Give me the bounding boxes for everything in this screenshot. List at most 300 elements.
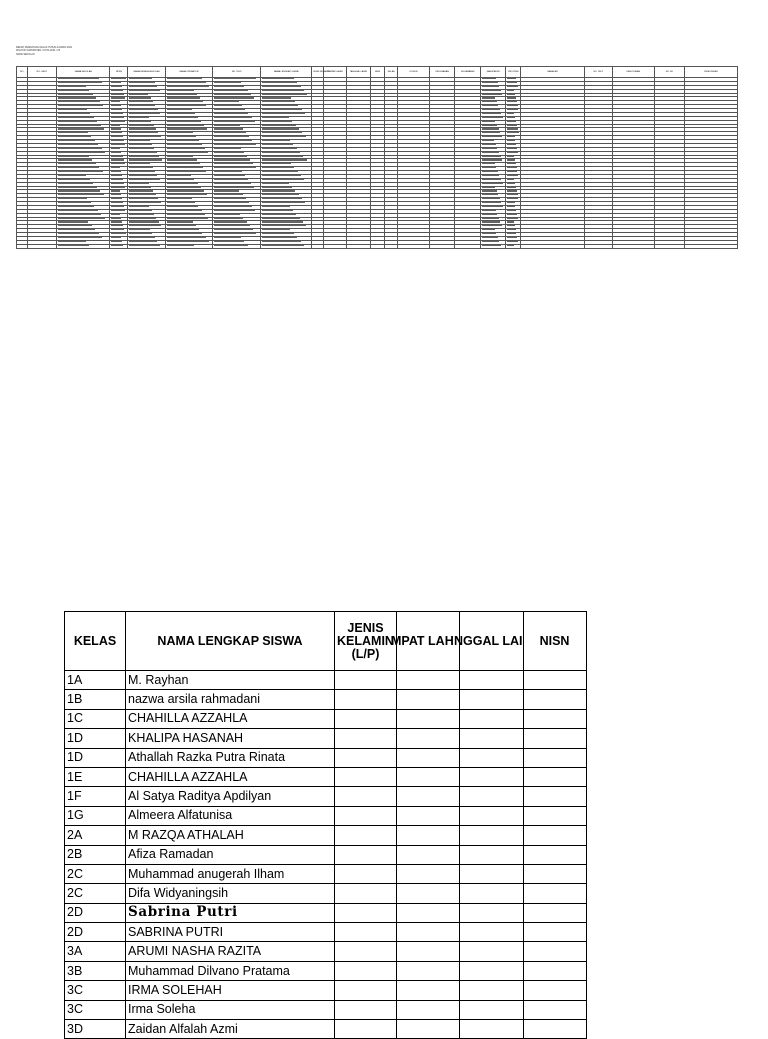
cell-jenis-kelamin[interactable] <box>335 903 397 922</box>
cell-nisn[interactable] <box>523 1020 586 1039</box>
cell-kelas[interactable]: 1C <box>65 709 126 728</box>
cell-jenis-kelamin[interactable] <box>335 709 397 728</box>
cell-nama[interactable]: Difa Widyaningsih <box>126 884 335 903</box>
cell-nama[interactable]: M RAZQA ATHALAH <box>126 826 335 845</box>
preview-cell-fill <box>507 198 518 199</box>
preview-header-line-3: NAMA SEKOLAH <box>16 52 35 56</box>
cell-jenis-kelamin[interactable] <box>335 690 397 709</box>
preview-cell-fill <box>482 156 501 157</box>
table-row <box>65 826 587 845</box>
preview-cell-fill <box>111 105 120 106</box>
cell-nisn[interactable] <box>523 903 586 922</box>
cell-tanggal-lahir[interactable] <box>460 942 524 961</box>
preview-cell-fill <box>214 144 255 145</box>
preview-cell-fill <box>129 159 161 160</box>
cell-tempat-lahir[interactable] <box>397 787 460 806</box>
preview-cell-fill <box>262 225 306 226</box>
preview-cell <box>213 143 261 147</box>
preview-cell-fill <box>167 148 206 149</box>
preview-cell <box>165 105 213 109</box>
preview-cell-fill <box>482 144 496 145</box>
preview-cell-fill <box>111 82 120 83</box>
preview-cell-fill <box>507 148 517 149</box>
cell-jenis-kelamin[interactable] <box>335 961 397 980</box>
preview-cell-fill <box>167 82 206 83</box>
preview-cell-fill <box>262 121 292 122</box>
preview-cell-fill <box>129 82 154 83</box>
preview-cell-fill <box>214 206 252 207</box>
cell-jenis-kelamin[interactable] <box>335 748 397 767</box>
cell-kelas[interactable]: 3C <box>65 981 126 1000</box>
preview-cell-fill <box>482 78 496 79</box>
preview-cell-fill <box>167 214 205 215</box>
col-header-jenis-kelamin[interactable] <box>335 612 397 671</box>
preview-cell-fill <box>58 171 103 172</box>
preview-cell <box>213 120 261 124</box>
preview-cell-fill <box>111 179 122 180</box>
preview-cell-fill <box>507 117 515 118</box>
preview-cell-fill <box>507 121 516 122</box>
preview-cell-fill <box>262 132 302 133</box>
preview-cell-fill <box>129 109 157 110</box>
preview-cell-fill <box>129 156 159 157</box>
preview-cell-fill <box>111 156 122 157</box>
preview-cell <box>261 159 312 163</box>
cell-tempat-lahir[interactable] <box>397 942 460 961</box>
preview-cell <box>165 171 213 175</box>
preview-cell-fill <box>482 109 500 110</box>
cell-nisn[interactable] <box>523 1000 586 1019</box>
cell-nama[interactable]: IRMA SOLEHAH <box>126 981 335 1000</box>
preview-cell-fill <box>129 175 157 176</box>
preview-cell-fill <box>262 136 306 137</box>
preview-cell-fill <box>111 125 120 126</box>
preview-cell-fill <box>214 159 250 160</box>
preview-cell-fill <box>214 97 253 98</box>
preview-cell-fill <box>507 167 516 168</box>
preview-cell <box>165 217 213 221</box>
preview-cell-fill <box>167 97 201 98</box>
cell-tanggal-lahir[interactable] <box>460 767 524 786</box>
cell-kelas[interactable]: 3D <box>65 1020 126 1039</box>
preview-col-header: NAMA OPERATOR <box>165 67 213 78</box>
cell-tanggal-lahir[interactable] <box>460 806 524 825</box>
cell-nisn[interactable] <box>523 787 586 806</box>
table-row <box>65 981 587 1000</box>
cell-tanggal-lahir[interactable] <box>460 903 524 922</box>
cell-jenis-kelamin[interactable] <box>335 826 397 845</box>
preview-header-line-1: REKAP PENDATAAN KELAS TAHUN AJARAN 2024 <box>16 46 72 49</box>
cell-tempat-lahir[interactable] <box>397 690 460 709</box>
cell-nisn[interactable] <box>523 923 586 942</box>
preview-cell-fill <box>167 159 197 160</box>
preview-cell-fill <box>58 125 101 126</box>
preview-cell-fill <box>262 144 293 145</box>
preview-cell-fill <box>482 198 500 199</box>
preview-cell-fill <box>129 218 156 219</box>
preview-cell-fill <box>111 210 125 211</box>
preview-cell <box>128 178 165 182</box>
cell-kelas[interactable]: 3C <box>65 1000 126 1019</box>
preview-cell-fill <box>482 179 501 180</box>
cell-jenis-kelamin[interactable] <box>335 806 397 825</box>
cell-kelas[interactable]: 2C <box>65 884 126 903</box>
preview-cell <box>128 244 165 248</box>
preview-cell-fill <box>214 156 247 157</box>
cell-kelas[interactable]: 2D <box>65 903 126 922</box>
preview-cell <box>506 244 521 248</box>
cell-tempat-lahir[interactable] <box>397 671 460 690</box>
cell-nisn[interactable] <box>523 961 586 980</box>
preview-cell-fill <box>507 132 518 133</box>
preview-cell <box>521 244 585 248</box>
preview-cell <box>110 143 128 147</box>
cell-tanggal-lahir[interactable] <box>460 981 524 1000</box>
preview-cell-fill <box>111 140 124 141</box>
preview-cell-fill <box>129 136 160 137</box>
cell-nama[interactable]: CHAHILLA AZZAHLA <box>126 709 335 728</box>
preview-cell-fill <box>129 225 161 226</box>
cell-nisn[interactable] <box>523 767 586 786</box>
cell-tanggal-lahir[interactable] <box>460 826 524 845</box>
preview-cell-fill <box>129 113 160 114</box>
cell-jenis-kelamin[interactable] <box>335 671 397 690</box>
cell-tanggal-lahir[interactable] <box>460 729 524 748</box>
preview-cell-fill <box>129 221 158 222</box>
cell-kelas[interactable]: 1E <box>65 767 126 786</box>
cell-nisn[interactable] <box>523 671 586 690</box>
cell-tanggal-lahir[interactable] <box>460 787 524 806</box>
cell-kelas[interactable]: 3B <box>65 961 126 980</box>
preview-cell-fill <box>58 179 90 180</box>
preview-cell-fill <box>214 175 244 176</box>
preview-cell <box>480 244 505 248</box>
preview-cell-fill <box>214 245 247 246</box>
preview-cell-fill <box>58 210 98 211</box>
cell-kelas[interactable]: 3A <box>65 942 126 961</box>
preview-cell-fill <box>262 179 304 180</box>
preview-cell-fill <box>214 221 246 222</box>
preview-cell-fill <box>58 148 102 149</box>
preview-col-header: NO. TELP <box>584 67 612 78</box>
preview-cell-fill <box>507 125 516 126</box>
cell-jenis-kelamin[interactable] <box>335 884 397 903</box>
cell-tempat-lahir[interactable] <box>397 1000 460 1019</box>
preview-col-header: NO. URUT <box>27 67 57 78</box>
preview-cell <box>27 244 57 248</box>
cell-tanggal-lahir[interactable] <box>460 864 524 883</box>
preview-cell-fill <box>58 144 98 145</box>
preview-cell <box>261 93 312 97</box>
cell-jenis-kelamin[interactable] <box>335 787 397 806</box>
preview-cell-fill <box>482 94 502 95</box>
preview-cell-fill <box>507 237 517 238</box>
preview-cell-fill <box>129 229 149 230</box>
preview-cell-fill <box>58 167 99 168</box>
preview-cell <box>612 244 654 248</box>
preview-cell-fill <box>167 233 203 234</box>
preview-cell-fill <box>58 128 104 129</box>
preview-cell-fill <box>58 175 86 176</box>
preview-cell-fill <box>262 113 305 114</box>
preview-cell-fill <box>507 94 515 95</box>
cell-tempat-lahir[interactable] <box>397 981 460 1000</box>
preview-cell-fill <box>58 101 100 102</box>
cell-tempat-lahir[interactable] <box>397 845 460 864</box>
preview-cell-fill <box>111 241 121 242</box>
preview-cell-fill <box>58 113 90 114</box>
preview-cell-fill <box>129 202 160 203</box>
preview-cell-fill <box>129 167 152 168</box>
table-row <box>65 1000 587 1019</box>
preview-cell-fill <box>111 206 124 207</box>
cell-tempat-lahir[interactable] <box>397 1020 460 1039</box>
preview-cell-fill <box>111 214 120 215</box>
preview-cell-fill <box>262 206 289 207</box>
preview-cell-fill <box>167 241 209 242</box>
preview-header <box>16 46 72 56</box>
preview-cell-fill <box>129 90 159 91</box>
preview-cell-fill <box>111 109 122 110</box>
cell-tempat-lahir[interactable] <box>397 748 460 767</box>
preview-cell-fill <box>129 152 156 153</box>
preview-cell-fill <box>262 152 300 153</box>
cell-nama[interactable]: nazwa arsila rahmadani <box>126 690 335 709</box>
cell-nisn[interactable] <box>523 864 586 883</box>
cell-nama[interactable]: Muhammad anugerah Ilham <box>126 864 335 883</box>
preview-cell-fill <box>111 152 121 153</box>
preview-cell-fill <box>167 179 195 180</box>
cell-nisn[interactable] <box>523 729 586 748</box>
preview-cell <box>213 209 261 213</box>
preview-cell-fill <box>482 90 501 91</box>
cell-nisn[interactable] <box>523 826 586 845</box>
cell-jenis-kelamin[interactable] <box>335 729 397 748</box>
cell-kelas[interactable]: 1F <box>65 787 126 806</box>
cell-nisn[interactable] <box>523 806 586 825</box>
preview-cell-fill <box>507 144 516 145</box>
preview-cell-fill <box>262 190 295 191</box>
preview-cell-fill <box>262 163 291 164</box>
preview-header-row <box>17 67 738 78</box>
preview-cell-fill <box>482 82 498 83</box>
cell-jenis-kelamin[interactable] <box>335 1020 397 1039</box>
preview-cell-fill <box>58 90 89 91</box>
preview-col-header: KABUPATEN <box>480 67 505 78</box>
preview-cell-fill <box>58 140 95 141</box>
preview-cell-fill <box>507 86 518 87</box>
cell-jenis-kelamin[interactable] <box>335 981 397 1000</box>
cell-tanggal-lahir[interactable] <box>460 748 524 767</box>
cell-tempat-lahir[interactable] <box>397 961 460 980</box>
cell-tanggal-lahir[interactable] <box>460 671 524 690</box>
preview-cell <box>480 205 505 209</box>
cell-tempat-lahir[interactable] <box>397 806 460 825</box>
preview-cell-fill <box>482 136 502 137</box>
preview-col-header: KEBUTUHAN <box>612 67 654 78</box>
preview-cell <box>128 112 165 116</box>
preview-cell-fill <box>507 128 517 129</box>
cell-kelas[interactable]: 2B <box>65 845 126 864</box>
preview-cell-fill <box>167 183 198 184</box>
cell-nama[interactable]: Almeera Alfatunisa <box>126 806 335 825</box>
col-header-tempat-lahir[interactable]: MPAT LAH <box>397 612 460 671</box>
preview-cell-fill <box>214 171 241 172</box>
preview-col-header: PENDIDIKAN <box>684 67 737 78</box>
preview-cell-fill <box>214 167 256 168</box>
preview-cell-fill <box>58 105 103 106</box>
preview-col-header: KELURAHAN <box>429 67 454 78</box>
cell-tanggal-lahir[interactable] <box>460 961 524 980</box>
preview-cell-fill <box>58 233 99 234</box>
cell-tanggal-lahir[interactable] <box>460 690 524 709</box>
preview-cell <box>110 244 128 248</box>
preview-cell <box>312 244 324 248</box>
cell-jenis-kelamin[interactable] <box>335 864 397 883</box>
table-row <box>65 923 587 942</box>
cell-kelas[interactable]: 2C <box>65 864 126 883</box>
preview-cell-fill <box>482 152 499 153</box>
preview-cell-fill <box>214 241 244 242</box>
cell-tempat-lahir[interactable] <box>397 864 460 883</box>
cell-nama[interactable]: SABRINA PUTRI <box>126 923 335 942</box>
preview-cell-fill <box>482 113 501 114</box>
cell-kelas[interactable]: 2D <box>65 923 126 942</box>
preview-cell-fill <box>262 94 307 95</box>
cell-jenis-kelamin[interactable] <box>335 767 397 786</box>
preview-cell-fill <box>507 140 515 141</box>
cell-nama[interactable]: Zaidan Alfalah Azmi <box>126 1020 335 1039</box>
cell-nama[interactable]: Al Satya Raditya Apdilyan <box>126 787 335 806</box>
preview-cell-fill <box>111 90 122 91</box>
cell-nama[interactable]: KHALIPA HASANAH <box>126 729 335 748</box>
cell-nisn[interactable] <box>523 690 586 709</box>
preview-cell-fill <box>58 206 94 207</box>
cell-nisn[interactable] <box>523 709 586 728</box>
preview-cell-fill <box>262 175 301 176</box>
cell-nisn[interactable] <box>523 845 586 864</box>
cell-nama[interactable]: Muhammad Dilvano Pratama <box>126 961 335 980</box>
cell-tanggal-lahir[interactable] <box>460 709 524 728</box>
cell-tempat-lahir[interactable] <box>397 826 460 845</box>
preview-cell-fill <box>167 94 197 95</box>
preview-cell-fill <box>482 128 499 129</box>
preview-cell-fill <box>111 245 122 246</box>
preview-col-header: NO. KK <box>655 67 685 78</box>
cell-tempat-lahir[interactable] <box>397 709 460 728</box>
preview-cell-fill <box>507 202 514 203</box>
preview-cell-fill <box>58 229 95 230</box>
preview-col-header: DUSUN <box>398 67 430 78</box>
cell-nisn[interactable] <box>523 981 586 1000</box>
preview-cell-fill <box>214 101 239 102</box>
preview-cell-fill <box>111 237 120 238</box>
cell-tanggal-lahir[interactable] <box>460 845 524 864</box>
preview-cell-fill <box>482 206 503 207</box>
cell-nisn[interactable] <box>523 942 586 961</box>
preview-cell-fill <box>262 117 289 118</box>
cell-kelas[interactable]: 2A <box>65 826 126 845</box>
col-header-nama[interactable]: NAMA LENGKAP SISWA <box>126 612 335 671</box>
preview-cell-fill <box>262 148 297 149</box>
preview-cell <box>165 85 213 89</box>
cell-kelas[interactable]: 1B <box>65 690 126 709</box>
cell-jenis-kelamin[interactable] <box>335 942 397 961</box>
cell-tempat-lahir[interactable] <box>397 729 460 748</box>
cell-nama[interactable]: Sabrina Putri <box>126 903 335 922</box>
cell-kelas[interactable]: 1G <box>65 806 126 825</box>
preview-cell-fill <box>482 214 497 215</box>
cell-tanggal-lahir[interactable] <box>460 1000 524 1019</box>
preview-cell <box>261 136 312 140</box>
cell-nama[interactable]: ARUMI NASHA RAZITA <box>126 942 335 961</box>
cell-nama[interactable]: CHAHILLA AZZAHLA <box>126 767 335 786</box>
preview-cell-fill <box>167 136 196 137</box>
cell-nama[interactable]: M. Rayhan <box>126 671 335 690</box>
preview-cell-fill <box>507 245 514 246</box>
preview-row <box>17 244 738 248</box>
cell-nama[interactable]: Athallah Razka Putra Rinata <box>126 748 335 767</box>
col-header-nisn[interactable]: NISN <box>523 612 586 671</box>
cell-tanggal-lahir[interactable] <box>460 923 524 942</box>
preview-col-header: KELAS <box>385 67 398 78</box>
preview-cell-fill <box>482 175 500 176</box>
preview-cell-fill <box>167 202 196 203</box>
preview-cell <box>57 81 110 85</box>
cell-tanggal-lahir[interactable] <box>460 1020 524 1039</box>
cell-nama[interactable]: Irma Soleha <box>126 1000 335 1019</box>
table-row <box>65 961 587 980</box>
cell-kelas[interactable]: 1D <box>65 748 126 767</box>
preview-cell-fill <box>262 128 299 129</box>
preview-cell <box>213 167 261 171</box>
preview-cell-fill <box>507 210 516 211</box>
cell-jenis-kelamin[interactable] <box>335 845 397 864</box>
cell-nisn[interactable] <box>523 884 586 903</box>
col-header-kelas[interactable]: KELAS <box>65 612 126 671</box>
cell-tempat-lahir[interactable] <box>397 884 460 903</box>
cell-tempat-lahir[interactable] <box>397 767 460 786</box>
preview-cell-fill <box>167 128 208 129</box>
cell-tempat-lahir[interactable] <box>397 903 460 922</box>
preview-cell-fill <box>58 156 89 157</box>
preview-cell-fill <box>167 86 209 87</box>
preview-cell-fill <box>129 171 155 172</box>
cell-tanggal-lahir[interactable] <box>460 884 524 903</box>
preview-cell-fill <box>167 144 202 145</box>
preview-cell <box>429 244 454 248</box>
preview-cell-fill <box>129 206 149 207</box>
preview-cell-fill <box>262 97 291 98</box>
col-header-tanggal-lahir[interactable]: NGGAL LAI <box>460 612 524 671</box>
cell-jenis-kelamin[interactable] <box>335 923 397 942</box>
preview-cell-fill <box>507 206 515 207</box>
cell-kelas[interactable]: 1D <box>65 729 126 748</box>
preview-cell-fill <box>167 171 206 172</box>
cell-nama[interactable]: Afiza Ramadan <box>126 845 335 864</box>
table-row <box>65 767 587 786</box>
preview-cell <box>128 159 165 163</box>
preview-cell-fill <box>129 190 153 191</box>
cell-jenis-kelamin[interactable] <box>335 1000 397 1019</box>
cell-nisn[interactable] <box>523 748 586 767</box>
preview-cell-fill <box>167 109 192 110</box>
preview-cell-fill <box>507 233 516 234</box>
cell-tempat-lahir[interactable] <box>397 923 460 942</box>
cell-kelas[interactable]: 1A <box>65 671 126 690</box>
preview-cell-fill <box>129 105 155 106</box>
preview-cell-fill <box>507 221 514 222</box>
